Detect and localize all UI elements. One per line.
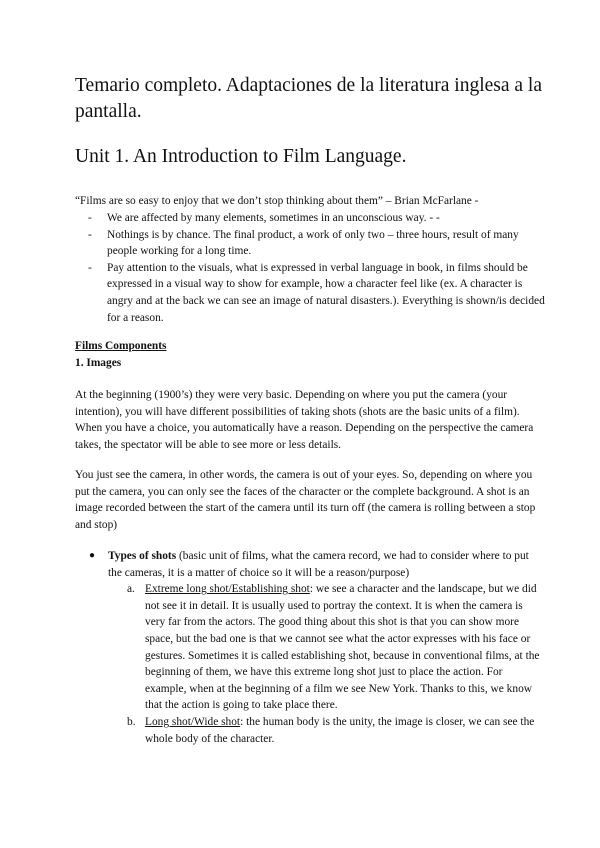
alpha-term: Extreme long shot/Establishing shot bbox=[145, 583, 310, 596]
dash-item-text: We are affected by many elements, sometimes in an unconscious way. - - bbox=[107, 212, 440, 224]
bullet-text: (basic unit of films, what the camera record, we had to consider where to put the cameras, it is a matter of choice so it will be a reason/purpose) bbox=[108, 550, 529, 579]
document-title: Temario completo. Adaptaciones de la literatura inglesa a la pantalla. bbox=[75, 75, 542, 122]
alpha-marker: a. bbox=[127, 583, 135, 596]
unit-title: Unit 1. An Introduction to Film Language. bbox=[75, 146, 407, 167]
sub-title: 1. Images bbox=[75, 357, 122, 369]
alpha-term: Long shot/Wide shot bbox=[145, 715, 241, 728]
alpha-text: : the human body is the unity, the image is closer, we can see the whole body of the character. bbox=[145, 715, 535, 745]
alpha-list-item bbox=[75, 581, 545, 714]
bullet-block bbox=[75, 548, 545, 747]
alpha-list-item bbox=[75, 714, 545, 747]
dash-list bbox=[75, 210, 545, 326]
quote: “Films are so easy to enjoy that we don’t stop thinking about them” – Brian McFarlane - bbox=[75, 195, 479, 207]
bullet-term: Types of shots bbox=[108, 550, 177, 562]
alpha-marker: b. bbox=[127, 715, 136, 728]
bullet-item bbox=[75, 548, 545, 581]
dash-marker: - bbox=[88, 261, 92, 274]
dash-marker: - bbox=[88, 228, 92, 241]
dash-marker: - bbox=[88, 212, 92, 224]
dash-item-text: Pay attention to the visuals, what is expressed in verbal language in book, in films should be expressed in a visual way to show for example, how a character feel like (ex. A character is angry and at the back we can see an image of natural disasters.). Everything is shown/is decided for a reason. bbox=[107, 261, 545, 324]
alpha-list bbox=[75, 581, 545, 747]
dash-item-text: Nothings is by chance. The final product, a work of only two – three hours, result of many people working for a long time. bbox=[107, 228, 519, 258]
alpha-text: : we see a character and the landscape, but we did not see it in detail. It is usually used to portray the context. It is when the camera is very far from the actors. The good thing about this shot is that you can show more space, but the bad one is that we cannot see what the actor expresses with his face or gestures. Sometimes it is called establishing shot, because in conventional films, at the beginning of them, we have this extreme long shot just to place the action. For example, when at the beginning of a film we see New York. Thanks to this, we know that the action is going to take place there. bbox=[145, 583, 540, 712]
paragraph: At the beginning (1900’s) they were very basic. Depending on where you put the camera (your intention), you will have different possibilities of taking shots (shots are the basic units of a film). When you have a choice, you automatically have a reason. Depending on the perspective the camera takes, the spectator will be able to see more or less details. bbox=[75, 389, 534, 451]
paragraph: You just see the camera, in other words, the camera is out of your eyes. So, depending on where you put the camera, you can only see the faces of the character or the complete background. A shot is an image recorded between the start of the camera until its turn off (the camera is rolling between a stop and stop) bbox=[75, 469, 536, 531]
section-title: Films Components bbox=[75, 340, 167, 352]
dash-list-item bbox=[75, 260, 545, 326]
dash-list-item bbox=[75, 210, 545, 227]
bullet-marker: ● bbox=[89, 550, 96, 561]
dash-list-item bbox=[75, 227, 545, 260]
